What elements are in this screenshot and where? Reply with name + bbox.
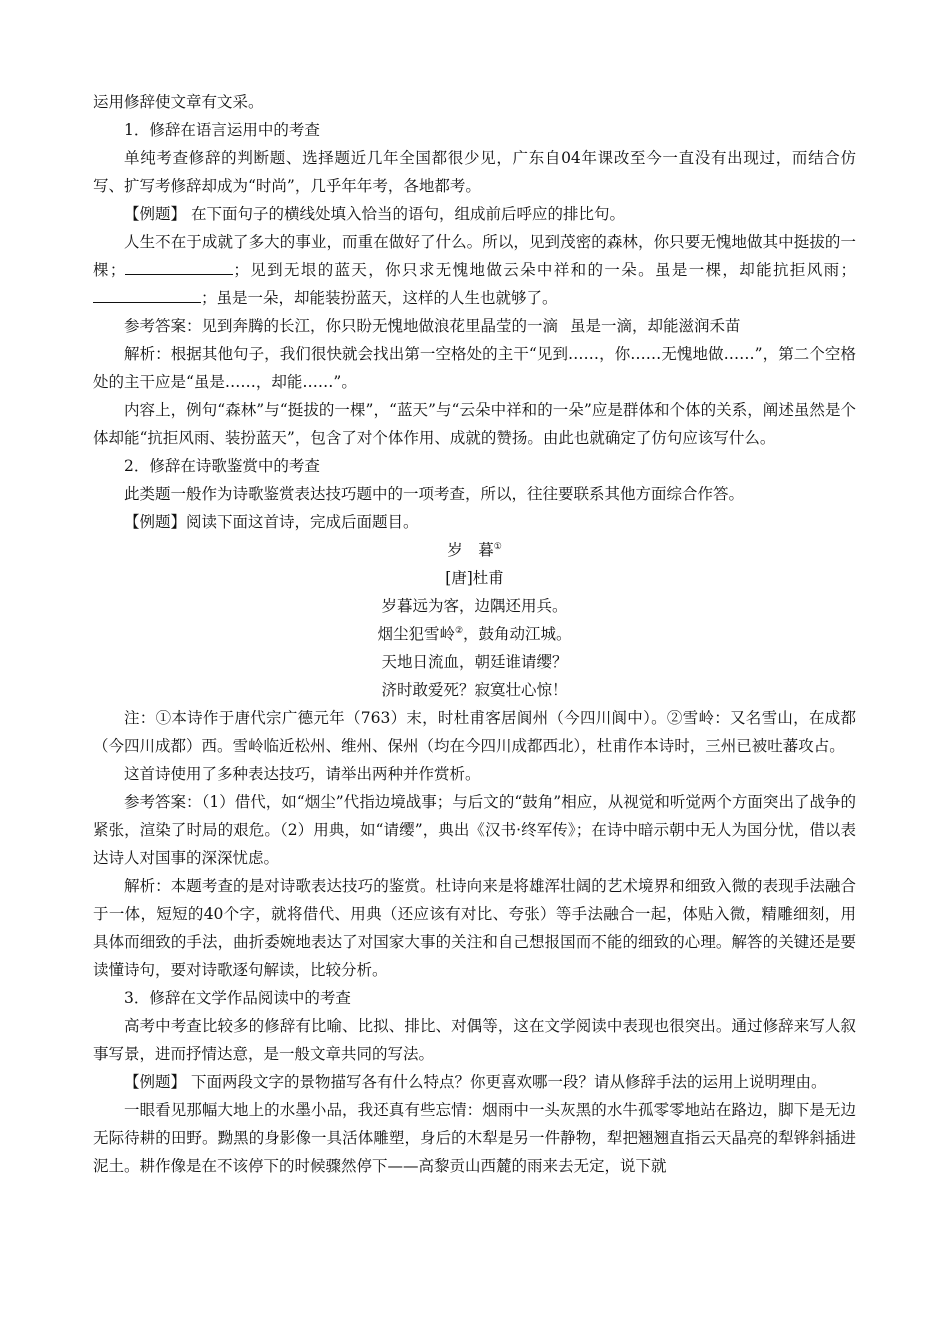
section-1-heading: 1．修辞在语言运用中的考查 <box>124 121 320 139</box>
example-1-text <box>93 228 856 312</box>
example-1-text-a: 人生不在于成就了多大的事业，而重在做好了什么。所以，见到茂密的森林，你只要无愧地做其中挺拔的一棵； <box>93 233 856 279</box>
poem-line-2 <box>93 620 856 648</box>
poem-notes: 注：①本诗作于唐代宗广德元年（763）末，时杜甫客居阆州（今四川阆中）。②雪岭：又名雪山，在成都（今四川成都）西。雪岭临近松州、维州、保州（均在今四川成都西北），杜甫作本诗时，三州已被吐蕃攻占。 <box>93 709 856 755</box>
poem-title-text: 岁 暮 <box>447 541 494 559</box>
example-1-text-c: ；虽是一朵，却能装扮蓝天，这样的人生也就够了。 <box>201 289 558 307</box>
example-1-answer <box>93 312 856 340</box>
example-1-answer-a: 参考答案：见到奔腾的长江，你只盼无愧地做浪花里晶莹的一滴 <box>124 317 559 335</box>
section-3-heading: 3．修辞在文学作品阅读中的考查 <box>124 989 351 1007</box>
example-2-question: 这首诗使用了多种表达技巧，请举出两种并作赏析。 <box>124 765 481 783</box>
example-3-task-text: 下面两段文字的景物描写各有什么特点？你更喜欢哪一段？请从修辞手法的运用上说明理由。 <box>186 1073 827 1091</box>
section-3-paragraph: 高考中考查比较多的修辞有比喻、比拟、排比、对偶等，这在文学阅读中表现也很突出。通过修辞来写人叙事写景，进而抒情达意，是一般文章共同的写法。 <box>93 1017 856 1063</box>
example-tag: 【例题】 <box>124 205 187 223</box>
poem-line-4: 济时敢爱死？寂寞壮心惊！ <box>381 681 568 699</box>
example-3-task <box>93 1068 856 1096</box>
poem-line-3: 天地日流血，朝廷谁请缨？ <box>381 653 568 671</box>
section-2-paragraph: 此类题一般作为诗歌鉴赏表达技巧题中的一项考查，所以，往往要联系其他方面综合作答。 <box>124 485 745 503</box>
example-2-intro: 【例题】阅读下面这首诗，完成后面题目。 <box>124 513 419 531</box>
answer-blank-2[interactable] <box>93 284 201 303</box>
answer-blank-1[interactable] <box>125 256 233 275</box>
example-1-analysis: 解析：根据其他句子，我们很快就会找出第一空格处的主干“见到……，你……无愧地做……”，第二个空格处的主干应是“虽是……，却能……”。 <box>93 345 856 391</box>
example-tag-3: 【例题】 <box>124 1073 187 1091</box>
poem-author: [唐]杜甫 <box>445 569 504 587</box>
poem-line-2a: 烟尘犯雪岭 <box>377 625 455 643</box>
poem-title-note-mark: ① <box>493 541 502 552</box>
example-1-task <box>93 200 856 228</box>
poem-title <box>93 536 856 564</box>
example-1-analysis-2: 内容上，例句“森林”与“挺拔的一棵”，“蓝天”与“云朵中祥和的一朵”应是群体和个体的关系，阐述虽然是个体却能“抗拒风雨、装扮蓝天”，包含了对个体作用、成就的赞扬。由此也就确定了仿句应该写什么。 <box>93 401 856 447</box>
section-1-paragraph: 单纯考查修辞的判断题、选择题近几年全国都很少见，广东自04年课改至今一直没有出现过，而结合仿写、扩写考修辞却成为“时尚”，几乎年年考，各地都考。 <box>93 149 856 195</box>
example-1-task-text: 在下面句子的横线处填入恰当的语句，组成前后呼应的排比句。 <box>186 205 625 223</box>
poem-line-2-note-mark: ② <box>454 625 464 636</box>
poem-line-2b: ，鼓角动江城。 <box>463 625 572 643</box>
example-1-text-b: ；见到无垠的蓝天，你只求无愧地做云朵中祥和的一朵。虽是一棵，却能抗拒风雨； <box>233 261 856 279</box>
example-3-text: 一眼看见那幅大地上的水墨小品，我还真有些忘情：烟雨中一头灰黑的水牛孤零零地站在路边，脚下是无边无际待耕的田野。黝黑的身影像一具活体雕塑，身后的木犁是另一件静物，犁把翘翘直指云天晶亮的犁铧斜插进泥土。耕作像是在不该停下的时候骤然停下——高黎贡山西麓的雨来去无定，说下就 <box>93 1101 856 1175</box>
example-1-answer-b: 虽是一滴，却能滋润禾苗 <box>570 317 741 335</box>
intro-line: 运用修辞使文章有文采。 <box>93 93 264 111</box>
example-2-analysis: 解析：本题考查的是对诗歌表达技巧的鉴赏。杜诗向来是将雄浑壮阔的艺术境界和细致入微的表现手法融合于一体，短短的40个字，就将借代、用典（还应该有对比、夸张）等手法融合一起，体贴入微，精雕细刻，用具体而细致的手法，曲折委婉地表达了对国家大事的关注和自己想报国而不能的细致的心理。解答的关键还是要读懂诗句，要对诗歌逐句解读，比较分析。 <box>93 877 856 979</box>
poem-line-1: 岁暮远为客，边隅还用兵。 <box>381 597 568 615</box>
example-2-answer: 参考答案：（1）借代，如“烟尘”代指边境战事；与后文的“鼓角”相应，从视觉和听觉两个方面突出了战争的紧张，渲染了时局的艰危。（2）用典，如“请缨”，典出《汉书·终军传》；在诗中暗示朝中无人为国分忧，借以表达诗人对国事的深深忧虑。 <box>93 793 856 867</box>
section-2-heading: 2．修辞在诗歌鉴赏中的考查 <box>124 457 320 475</box>
